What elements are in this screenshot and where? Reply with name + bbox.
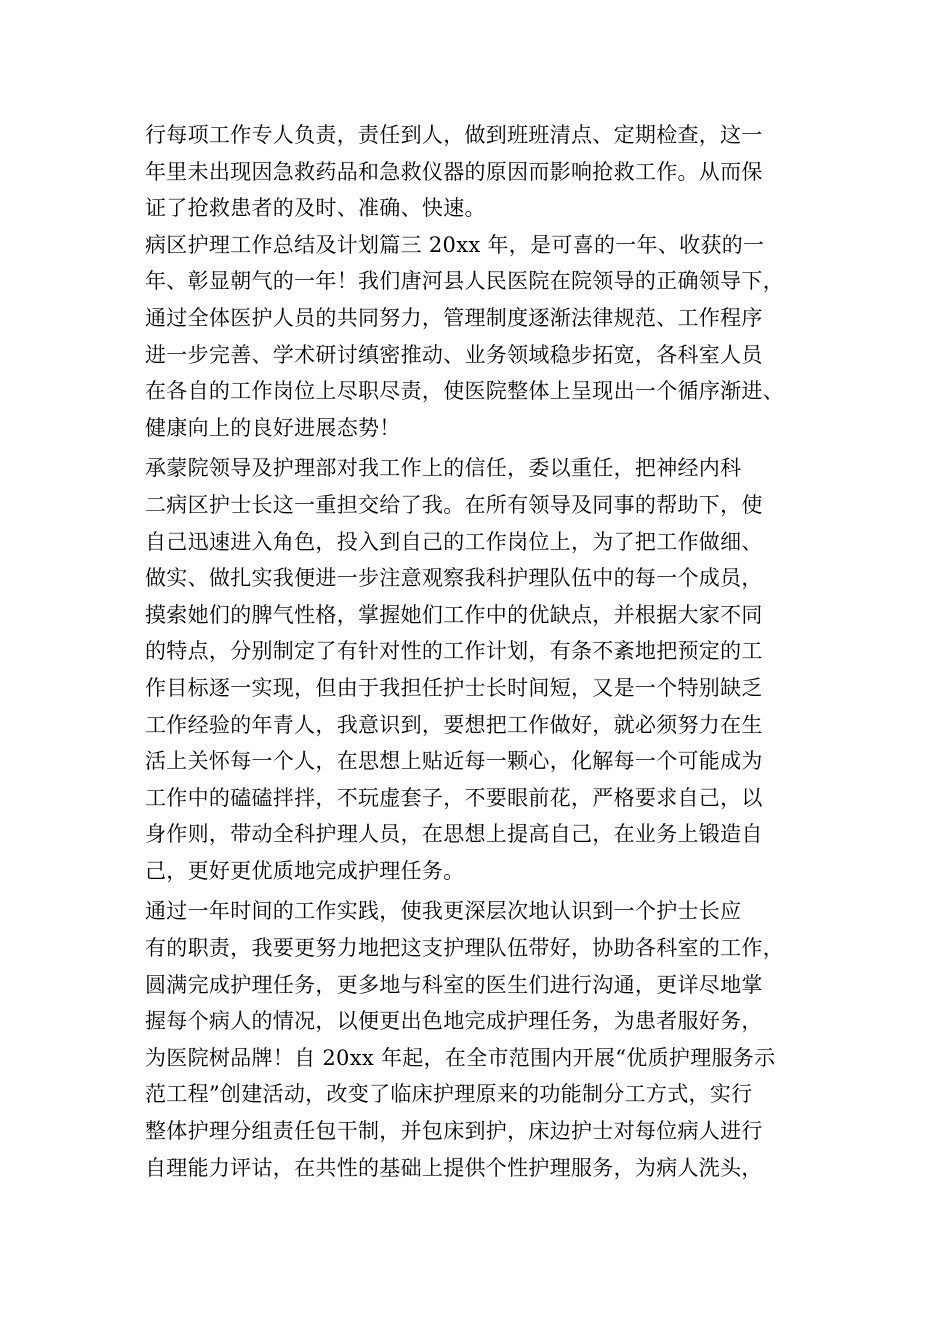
text-line: 作目标逐一实现，但由于我担任护士长时间短，又是一个特别缺乏	[145, 675, 763, 700]
text-line: 健康向上的良好进展态势！	[145, 415, 401, 440]
text-line: 自己迅速进入角色，投入到自己的工作岗位上，为了把工作做细、	[145, 529, 763, 554]
text-line: 自理能力评诂，在共性的基础上提供个性护理服务，为病人洗头，	[145, 1155, 763, 1180]
text-line: 己，更好更优质地完成护理任务。	[145, 858, 465, 883]
text-line: 摸索她们的脾气性格，掌握她们工作中的优缺点，并根据大家不同	[145, 602, 763, 627]
text-line: 范工程”创建活动，改变了临床护理原来的功能制分工方式，实行	[145, 1082, 753, 1107]
text-line: 工作中的磕磕拌拌，不玩虚套子，不要眼前花，严格要求自己，以	[145, 785, 763, 810]
text-line: 年、彰显朝气的一年！我们唐河县人民医院在院领导的正确领导下，	[145, 269, 784, 294]
text-line: 承蒙院领导及护理部对我工作上的信任，委以重任，把神经内科	[145, 456, 742, 481]
text-line: 通过全体医护人员的共同努力，管理制度逐渐法律规范、工作程序	[145, 305, 763, 330]
document-body	[145, 117, 835, 1186]
text-line: 有的职责，我要更努力地把这支护理队伍带好，协助各科室的工作，	[145, 936, 784, 961]
text-line: 行每项工作专人负责，责任到人，做到班班清点、定期检查，这一	[145, 123, 763, 147]
text-line: 进一步完善、学术研讨缜密推动、业务领域稳步拓宽，各科室人员	[145, 342, 763, 367]
text-line: 整体护理分组责任包干制，并包床到护，床边护士对每位病人进行	[145, 1119, 763, 1144]
text-line: 活上关怀每一个人，在思想上贴近每一颗心，化解每一个可能成为	[145, 749, 763, 774]
text-line: 握每个病人的情况，以便更出色地完成护理任务，为患者服好务，	[145, 1009, 763, 1034]
text-line: 病区护理工作总结及计划篇三 20xx 年，是可喜的一年、收获的一	[145, 232, 765, 257]
text-line: 圆满完成护理任务，更多地与科室的医生们进行沟通，更详尽地掌	[145, 972, 763, 997]
text-line: 证了抢救患者的及时、准确、快速。	[145, 196, 486, 221]
text-line: 二病区护士长这一重担交给了我。在所有领导及同事的帮助下，使	[145, 492, 763, 517]
text-line: 在各自的工作岗位上尽职尽责，使医院整体上呈现出一个循序渐进、	[145, 379, 784, 404]
text-line: 的特点，分别制定了有针对性的工作计划，有条不紊地把预定的工	[145, 639, 763, 664]
text-line: 工作经验的年青人，我意识到，要想把工作做好，就必须努力在生	[145, 712, 763, 737]
text-line: 为医院树品牌！自 20xx 年起，在全市范围内开展“优质护理服务示	[145, 1045, 776, 1070]
text-line: 通过一年时间的工作实践，使我更深层次地认识到一个护士长应	[145, 899, 742, 924]
text-line: 年里未出现因急救药品和急救仪器的原因而影响抢救工作。从而保	[145, 159, 763, 184]
text-line: 做实、做扎实我便进一步注意观察我科护理队伍中的每一个成员，	[145, 566, 763, 591]
text-line: 身作则，带动全科护理人员，在思想上提高自己，在业务上锻造自	[145, 822, 763, 847]
